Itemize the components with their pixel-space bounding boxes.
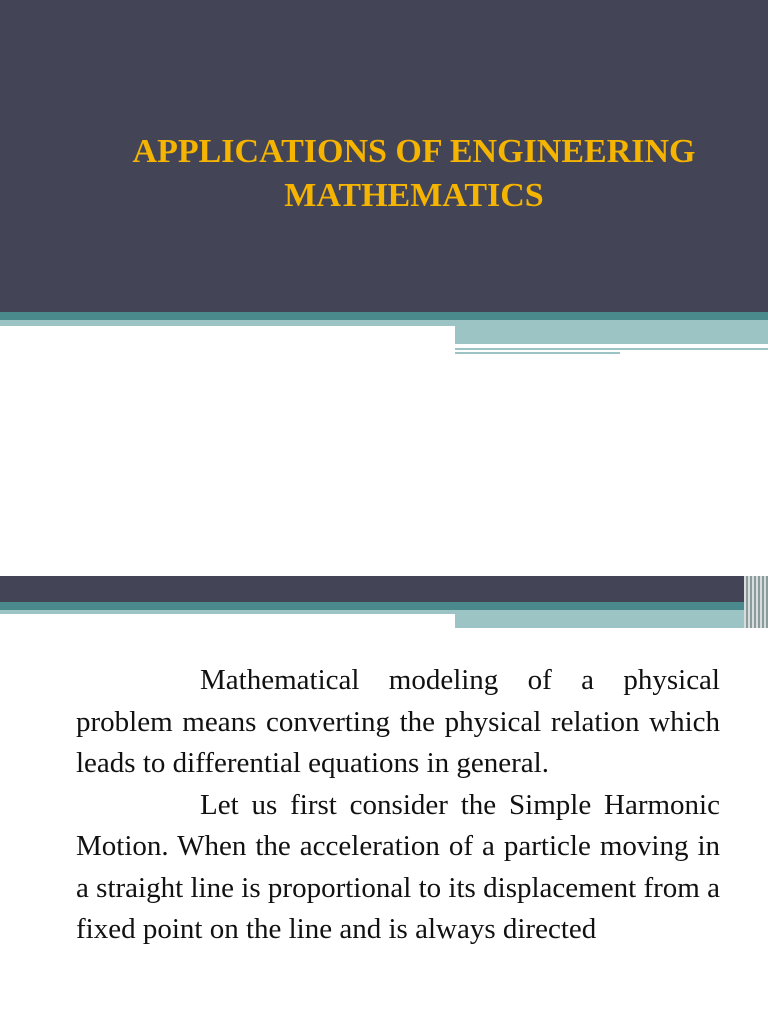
slide2-body [76, 660, 720, 951]
slide2-header-band [0, 576, 768, 602]
header-stripe-dark [0, 312, 768, 320]
header-stripe-light-left [0, 320, 455, 326]
slide-header [0, 0, 768, 312]
slide2-stripe-light-left [0, 610, 455, 614]
slide2-vertical-lines [744, 576, 768, 628]
paragraph-2: Let us first consider the Simple Harmonic Motion. When the acceleration of a particle moving in a straight line is proportional to its displacement from a fixed point on the line and is always directed [76, 788, 720, 945]
header-stripe-thin-2 [455, 352, 620, 354]
title-line-2: MATHEMATICS [284, 177, 544, 214]
paragraph-1: Mathematical modeling of a physical problem means converting the physical relation which leads to differential equations in general. [76, 664, 720, 779]
slide2-stripe-light-right [455, 610, 768, 628]
header-stripe-light-right [455, 320, 768, 344]
header-stripe-thin-1 [455, 348, 768, 350]
slide-title [60, 130, 768, 218]
title-line-1: APPLICATIONS OF ENGINEERING [132, 133, 696, 170]
slide2-stripe-dark [0, 602, 768, 610]
